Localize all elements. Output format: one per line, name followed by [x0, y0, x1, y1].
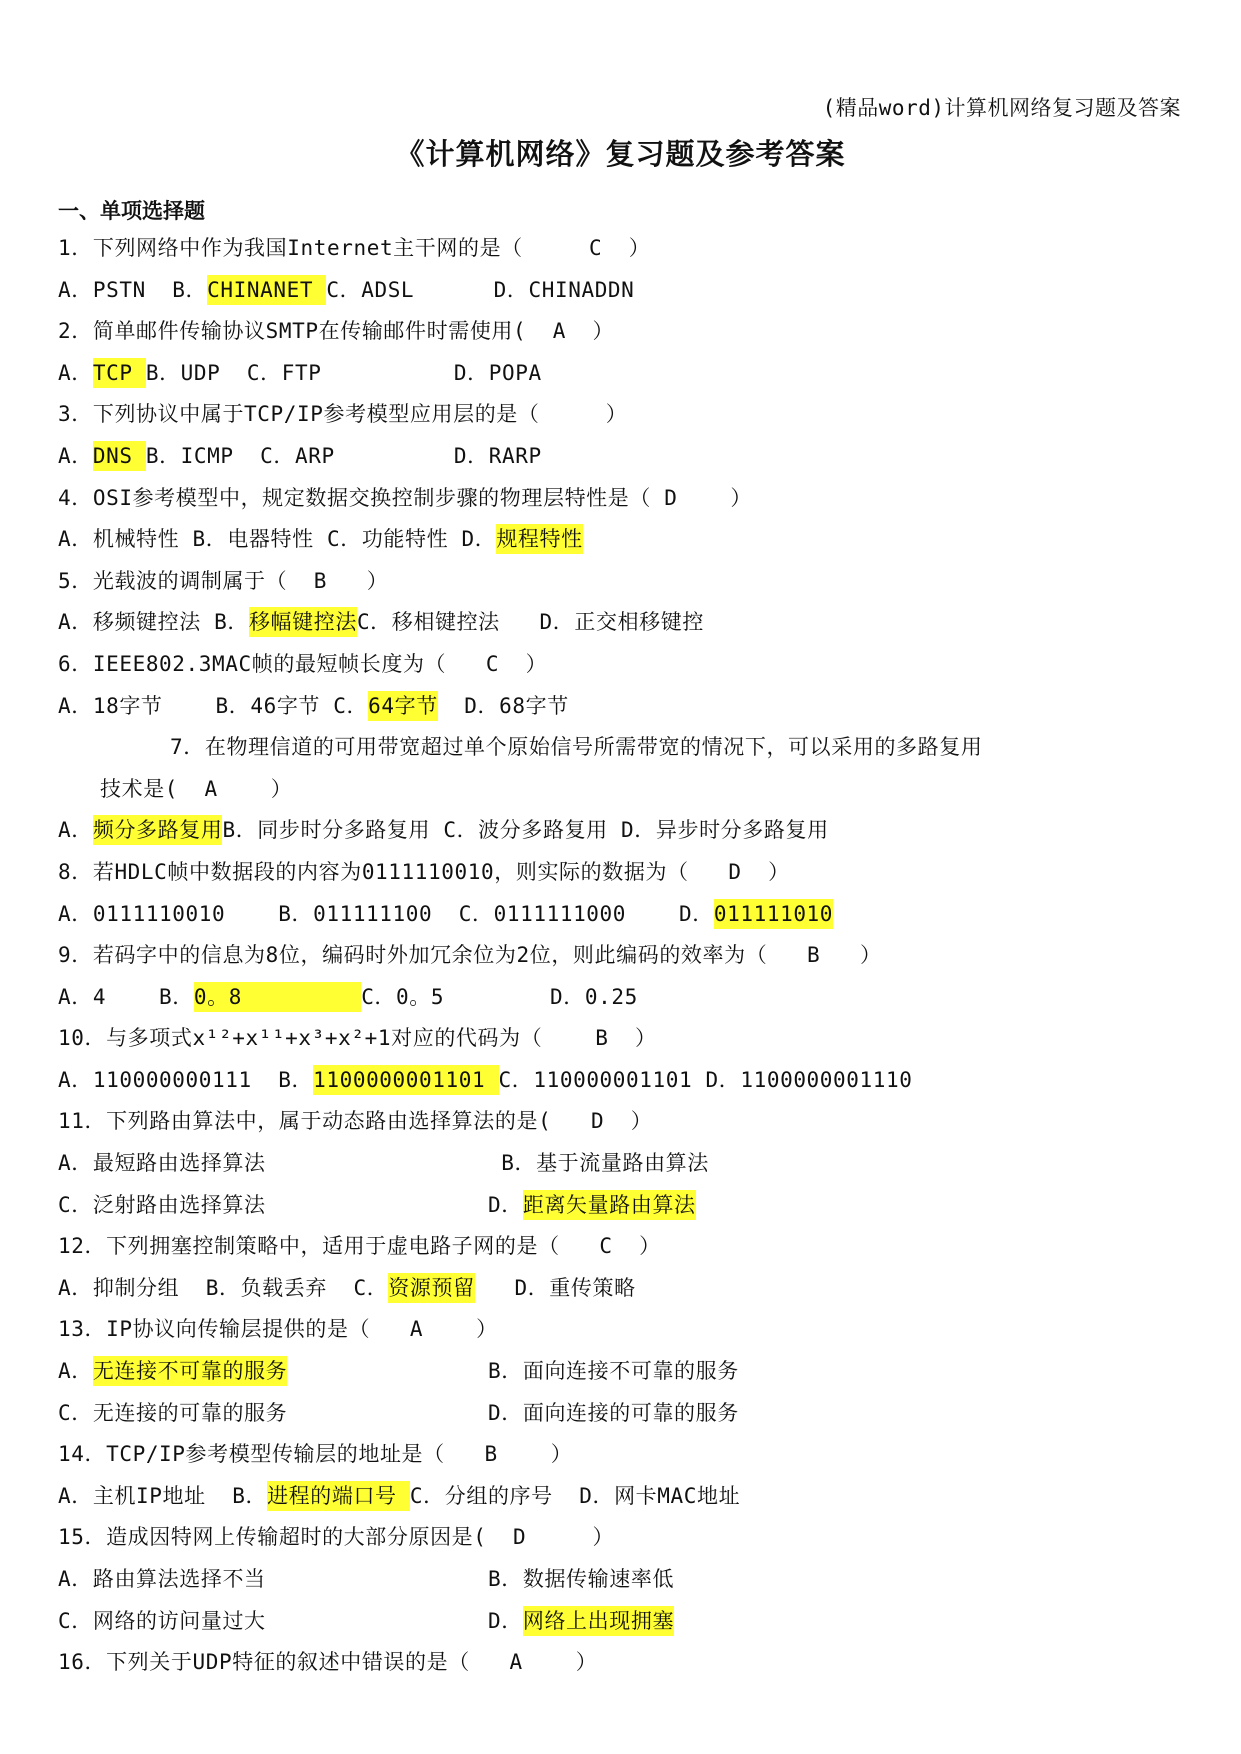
option-left: [58, 1567, 266, 1591]
text-segment: C．ADSL D．CHINADDN: [326, 277, 635, 302]
option-right: [488, 1185, 696, 1227]
options-line: [58, 686, 1188, 728]
options-line: [58, 977, 1188, 1019]
text-segment: B．同步时分多路复用 C．波分多路复用 D．异步时分多路复用: [222, 818, 829, 843]
option-left: [58, 1356, 287, 1386]
text-segment: A．18字节 B．46字节 C．: [58, 693, 369, 718]
question-line: [58, 727, 1188, 769]
question-line: [58, 228, 1188, 270]
text-segment: 8．若HDLC帧中数据段的内容为0111110010，则实际的数据为（ D ）: [58, 859, 790, 884]
option-left: [58, 1609, 266, 1633]
text-segment: D．: [488, 1608, 523, 1633]
highlighted-answer: 0。8: [194, 982, 361, 1012]
text-segment: 15．造成因特网上传输超时的大部分原因是( D ）: [58, 1525, 615, 1550]
text-segment: 13．IP协议向传输层提供的是（ A ）: [58, 1317, 498, 1342]
text-segment: A．: [58, 1359, 93, 1384]
question-line: [58, 1517, 1188, 1559]
highlighted-answer: TCP: [93, 358, 146, 388]
text-segment: A．: [58, 818, 93, 843]
text-segment: A．4 B．: [58, 984, 194, 1009]
options-line: [58, 602, 1188, 644]
question-list: [58, 228, 1188, 1684]
text-segment: B．数据传输速率低: [488, 1567, 675, 1591]
text-segment: C．110000001101 D．1100000001110: [498, 1067, 913, 1092]
options-row: [58, 1601, 1188, 1643]
options-row: [58, 1393, 1188, 1435]
text-segment: C．分组的序号 D．网卡MAC地址: [409, 1483, 741, 1508]
text-segment: A．路由算法选择不当: [58, 1567, 266, 1591]
question-line: [58, 644, 1188, 686]
text-segment: 11．下列路由算法中，属于动态路由选择算法的是( D ）: [58, 1109, 653, 1134]
question-line: [58, 561, 1188, 603]
options-row: [58, 1559, 1188, 1601]
question-line: [58, 394, 1188, 436]
text-segment: 12．下列拥塞控制策略中，适用于虚电路子网的是（ C ）: [58, 1234, 661, 1259]
text-segment: D．68字节: [437, 693, 569, 718]
text-segment: D．重传策略: [474, 1275, 636, 1300]
text-segment: 2．简单邮件传输协议SMTP在传输邮件时需使用( A ）: [58, 319, 615, 344]
section-heading: 一、单项选择题: [58, 199, 205, 223]
option-right: [488, 1143, 709, 1185]
highlighted-answer: 规程特性: [496, 524, 582, 554]
question-line: [58, 852, 1188, 894]
options-line: [58, 519, 1188, 561]
highlighted-answer: 64字节: [368, 691, 438, 721]
text-segment: 4．OSI参考模型中，规定数据交换控制步骤的物理层特性是（ D ）: [58, 485, 753, 510]
question-line: [58, 769, 1188, 811]
text-segment: 7．在物理信道的可用带宽超过单个原始信号所需带宽的情况下，可以采用的多路复用: [170, 735, 983, 760]
text-segment: A．110000000111 B．: [58, 1067, 314, 1092]
options-line: [58, 270, 1188, 312]
question-line: [58, 1642, 1188, 1684]
question-line: [58, 1226, 1188, 1268]
text-segment: A．PSTN B．: [58, 277, 208, 302]
text-segment: 5．光载波的调制属于（ B ）: [58, 568, 389, 593]
options-line: [58, 353, 1188, 395]
options-line: [58, 436, 1188, 478]
text-segment: A．: [58, 360, 93, 385]
text-segment: A．: [58, 443, 93, 468]
text-segment: C．网络的访问量过大: [58, 1608, 266, 1633]
question-line: [58, 1309, 1188, 1351]
highlighted-answer: 无连接不可靠的服务: [93, 1356, 287, 1386]
text-segment: A．主机IP地址 B．: [58, 1483, 268, 1508]
text-segment: A．抑制分组 B．负载丢弃 C．: [58, 1275, 389, 1300]
question-line: [58, 935, 1188, 977]
text-segment: C．移相键控法 D．正交相移键控: [356, 610, 704, 635]
highlighted-answer: 011111010: [714, 899, 833, 929]
question-line: [58, 311, 1188, 353]
text-segment: D．面向连接的可靠的服务: [488, 1400, 739, 1425]
option-right: [488, 1351, 739, 1393]
text-segment: 16．下列关于UDP特征的叙述中错误的是（ A ）: [58, 1650, 598, 1675]
option-left: [58, 1401, 287, 1425]
text-segment: 14．TCP/IP参考模型传输层的地址是（ B ）: [58, 1442, 573, 1467]
question-line: [58, 1101, 1188, 1143]
question-line: [58, 1434, 1188, 1476]
highlighted-answer: CHINANET: [207, 275, 326, 305]
highlighted-answer: 1100000001101: [313, 1065, 498, 1095]
highlighted-answer: 移幅键控法: [249, 607, 357, 637]
question-line: [58, 478, 1188, 520]
text-segment: C．无连接的可靠的服务: [58, 1400, 288, 1425]
option-left: [58, 1151, 266, 1175]
option-right: [488, 1393, 739, 1435]
highlighted-answer: 资源预留: [388, 1273, 474, 1303]
text-segment: A．最短路由选择算法: [58, 1151, 266, 1176]
option-left: [58, 1193, 266, 1217]
option-right: [488, 1601, 674, 1643]
text-segment: 技术是( A ）: [100, 776, 293, 801]
options-line: [58, 1060, 1188, 1102]
text-segment: B．基于流量路由算法: [488, 1151, 709, 1176]
highlighted-answer: 进程的端口号: [267, 1481, 410, 1511]
highlighted-answer: DNS: [93, 441, 146, 471]
text-segment: 9．若码字中的信息为8位，编码时外加冗余位为2位，则此编码的效率为（ B ）: [58, 943, 882, 968]
highlighted-answer: 网络上出现拥塞: [523, 1606, 674, 1636]
text-segment: A．0111110010 B．011111100 C．0111111000 D．: [58, 901, 714, 926]
text-segment: D．: [488, 1192, 523, 1217]
text-segment: C．泛射路由选择算法: [58, 1192, 266, 1217]
text-segment: 10．与多项式x¹²+x¹¹+x³+x²+1对应的代码为（ B ）: [58, 1026, 657, 1051]
options-row: [58, 1351, 1188, 1393]
options-line: [58, 1476, 1188, 1518]
text-segment: B．ICMP C．ARP D．RARP: [145, 443, 542, 468]
option-right: [488, 1559, 674, 1601]
question-line: [58, 1018, 1188, 1060]
text-segment: 6．IEEE802.3MAC帧的最短帧长度为（ C ）: [58, 651, 548, 676]
text-segment: 1．下列网络中作为我国Internet主干网的是（ C ）: [58, 236, 651, 260]
options-row: [58, 1185, 1188, 1227]
header-note: (精品word)计算机网络复习题及答案: [822, 96, 1181, 120]
text-segment: B．UDP C．FTP D．POPA: [145, 360, 542, 385]
text-segment: B．面向连接不可靠的服务: [488, 1359, 739, 1384]
highlighted-answer: 距离矢量路由算法: [523, 1190, 696, 1220]
options-line: [58, 894, 1188, 936]
text-segment: A．机械特性 B．电器特性 C．功能特性 D．: [58, 527, 497, 552]
text-segment: C．0。5 D．0.25: [361, 984, 638, 1009]
highlighted-answer: 频分多路复用: [93, 815, 223, 845]
document-title: 《计算机网络》复习题及参考答案: [395, 137, 846, 171]
options-row: [58, 1143, 1188, 1185]
text-segment: A．移频键控法 B．: [58, 610, 249, 635]
options-line: [58, 1268, 1188, 1310]
options-line: [58, 810, 1188, 852]
text-segment: 3．下列协议中属于TCP/IP参考模型应用层的是（ ）: [58, 402, 628, 427]
